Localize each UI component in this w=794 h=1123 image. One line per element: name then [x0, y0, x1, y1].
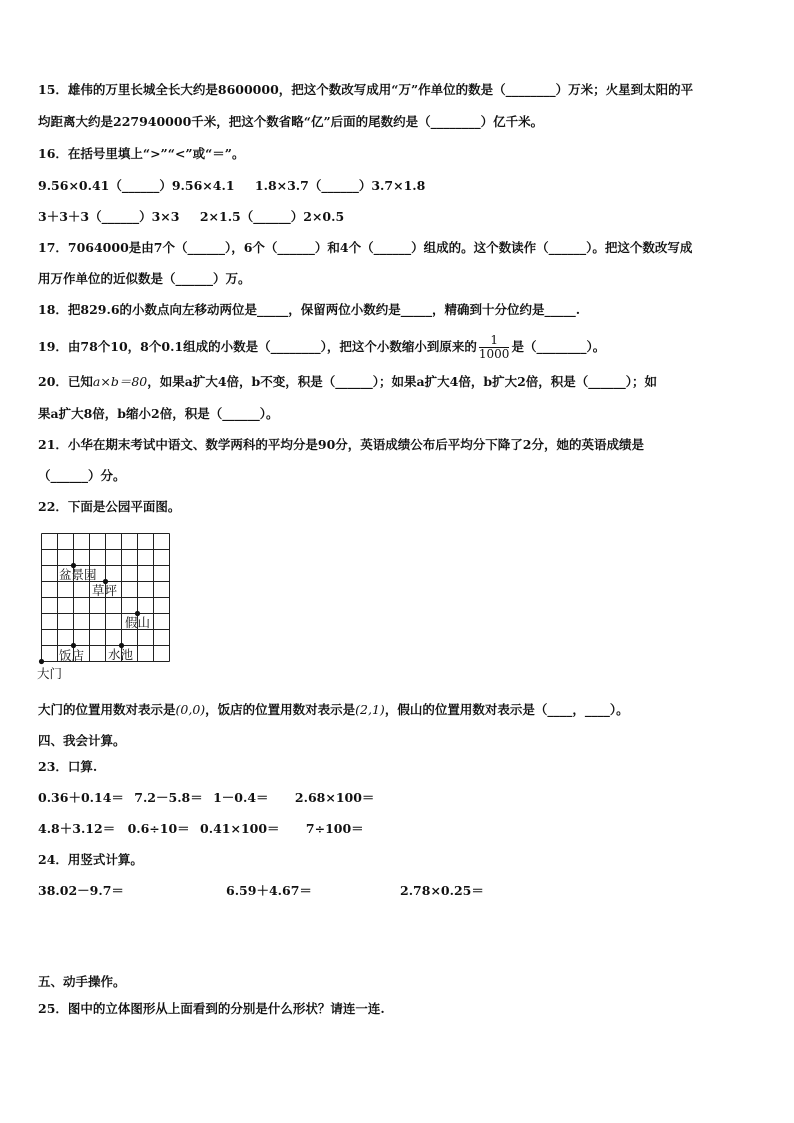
- q19-fraction: [479, 334, 510, 361]
- q21-line-2: （______）分。: [38, 468, 126, 483]
- q15-line-1: 15．雄伟的万里长城全长大约是8600000，把这个数改写成用“万”作单位的数是（________）万米；火星到太阳的平: [38, 82, 694, 97]
- q22-coord-1: (0,0): [175, 702, 206, 717]
- q21-line-1: 21．小华在期末考试中语文、数学两科的平均分是90分，英语成绩公布后平均分下降了2分，她的英语成绩是: [38, 437, 644, 452]
- q23-item: 4.8＋3.12＝: [38, 821, 116, 836]
- section-4-heading: 四、我会计算。: [38, 733, 126, 748]
- park-grid-map: [36, 528, 186, 680]
- q15-line-2: 均距离大约是227940000千米，把这个数省略“亿”后面的尾数约是（________）亿千米。: [38, 114, 544, 129]
- q19-frac-numerator: 1: [479, 334, 510, 348]
- q16-item: 1.8×3.7（______）3.7×1.8: [254, 178, 426, 193]
- q24-title: 24．用竖式计算。: [38, 852, 143, 867]
- q22-part-3: ，假山的位置用数对表示是（____，____）。: [384, 702, 629, 717]
- q19-line: [38, 330, 764, 364]
- q24-item: 2.78×0.25＝: [400, 883, 484, 898]
- q20-rest: ，如果a扩大4倍，b不变，积是（______）；如果a扩大4倍，b扩大2倍，积是（______）；如: [147, 374, 658, 389]
- q24-item: 38.02－9.7＝: [38, 883, 124, 898]
- q23-row-2: [38, 821, 764, 837]
- q22-question: [38, 702, 764, 718]
- section-5-heading: 五、动手操作。: [38, 974, 126, 989]
- q22-title: 22．下面是公园平面图。: [38, 499, 181, 514]
- q23-item: 0.6÷10＝: [127, 821, 190, 836]
- q23-item: 0.41×100＝: [200, 821, 280, 836]
- q19-frac-denominator: 1000: [478, 347, 510, 361]
- q24-item: 6.59＋4.67＝: [226, 883, 312, 898]
- q23-item: 7÷100＝: [305, 821, 364, 836]
- q22-part-1: 大门的位置用数对表示是: [38, 702, 176, 717]
- q17-line-1: 17．7064000是由7个（______），6个（______）和4个（______）组成的。这个数读作（______）。把这个数改写成: [38, 240, 693, 255]
- label-jiashan: 假山: [125, 615, 151, 630]
- q23-row-1: [38, 790, 764, 806]
- q19-after: 是（________）。: [511, 339, 606, 354]
- q16-title: 16．在括号里填上“>”“<”或“＝”。: [38, 146, 245, 161]
- q23-item: 1－0.4＝: [213, 790, 269, 805]
- q23-item: 7.2－5.8＝: [134, 790, 203, 805]
- label-caoping: 草坪: [92, 583, 118, 598]
- point-damen: [39, 659, 44, 664]
- q25-text: 25．图中的立体图形从上面看到的分别是什么形状？请连一连.: [38, 1001, 385, 1016]
- label-damen: 大门: [37, 666, 63, 680]
- q16-row-2: [38, 209, 764, 225]
- q16-item: 9.56×0.41（______）9.56×4.1: [38, 178, 235, 193]
- q20-line-2: 果a扩大8倍，b缩小2倍，积是（______）。: [38, 406, 279, 421]
- label-fandian: 饭店: [59, 648, 85, 663]
- q23-title: 23．口算.: [38, 759, 98, 774]
- label-shuichi: 水池: [108, 647, 134, 662]
- q22-part-2: ，饭店的位置用数对表示是: [205, 702, 356, 717]
- label-penjing: 盆景园: [59, 567, 97, 582]
- q18-text: 18．把829.6的小数点向左移动两位是_____，保留两位小数约是_____，精确到十分位约是_____.: [38, 302, 581, 317]
- q20-line-1: [38, 374, 764, 390]
- q16-row-1: [38, 178, 764, 194]
- q16-item: 2×1.5（______）2×0.5: [199, 209, 345, 224]
- q22-coord-2: (2,1): [355, 702, 385, 717]
- q23-item: 2.68×100＝: [294, 790, 375, 805]
- q17-line-2: 用万作单位的近似数是（______）万。: [38, 271, 251, 286]
- q20-lead: 20．已知: [38, 374, 93, 389]
- q16-item: 3＋3＋3（______）3×3: [38, 209, 180, 224]
- q20-expression: a×b＝80: [92, 374, 148, 389]
- q23-item: 0.36＋0.14＝: [38, 790, 124, 805]
- q19-before: 19．由78个10，8个0.1组成的小数是（________），把这个小数缩小到原来的: [38, 339, 477, 354]
